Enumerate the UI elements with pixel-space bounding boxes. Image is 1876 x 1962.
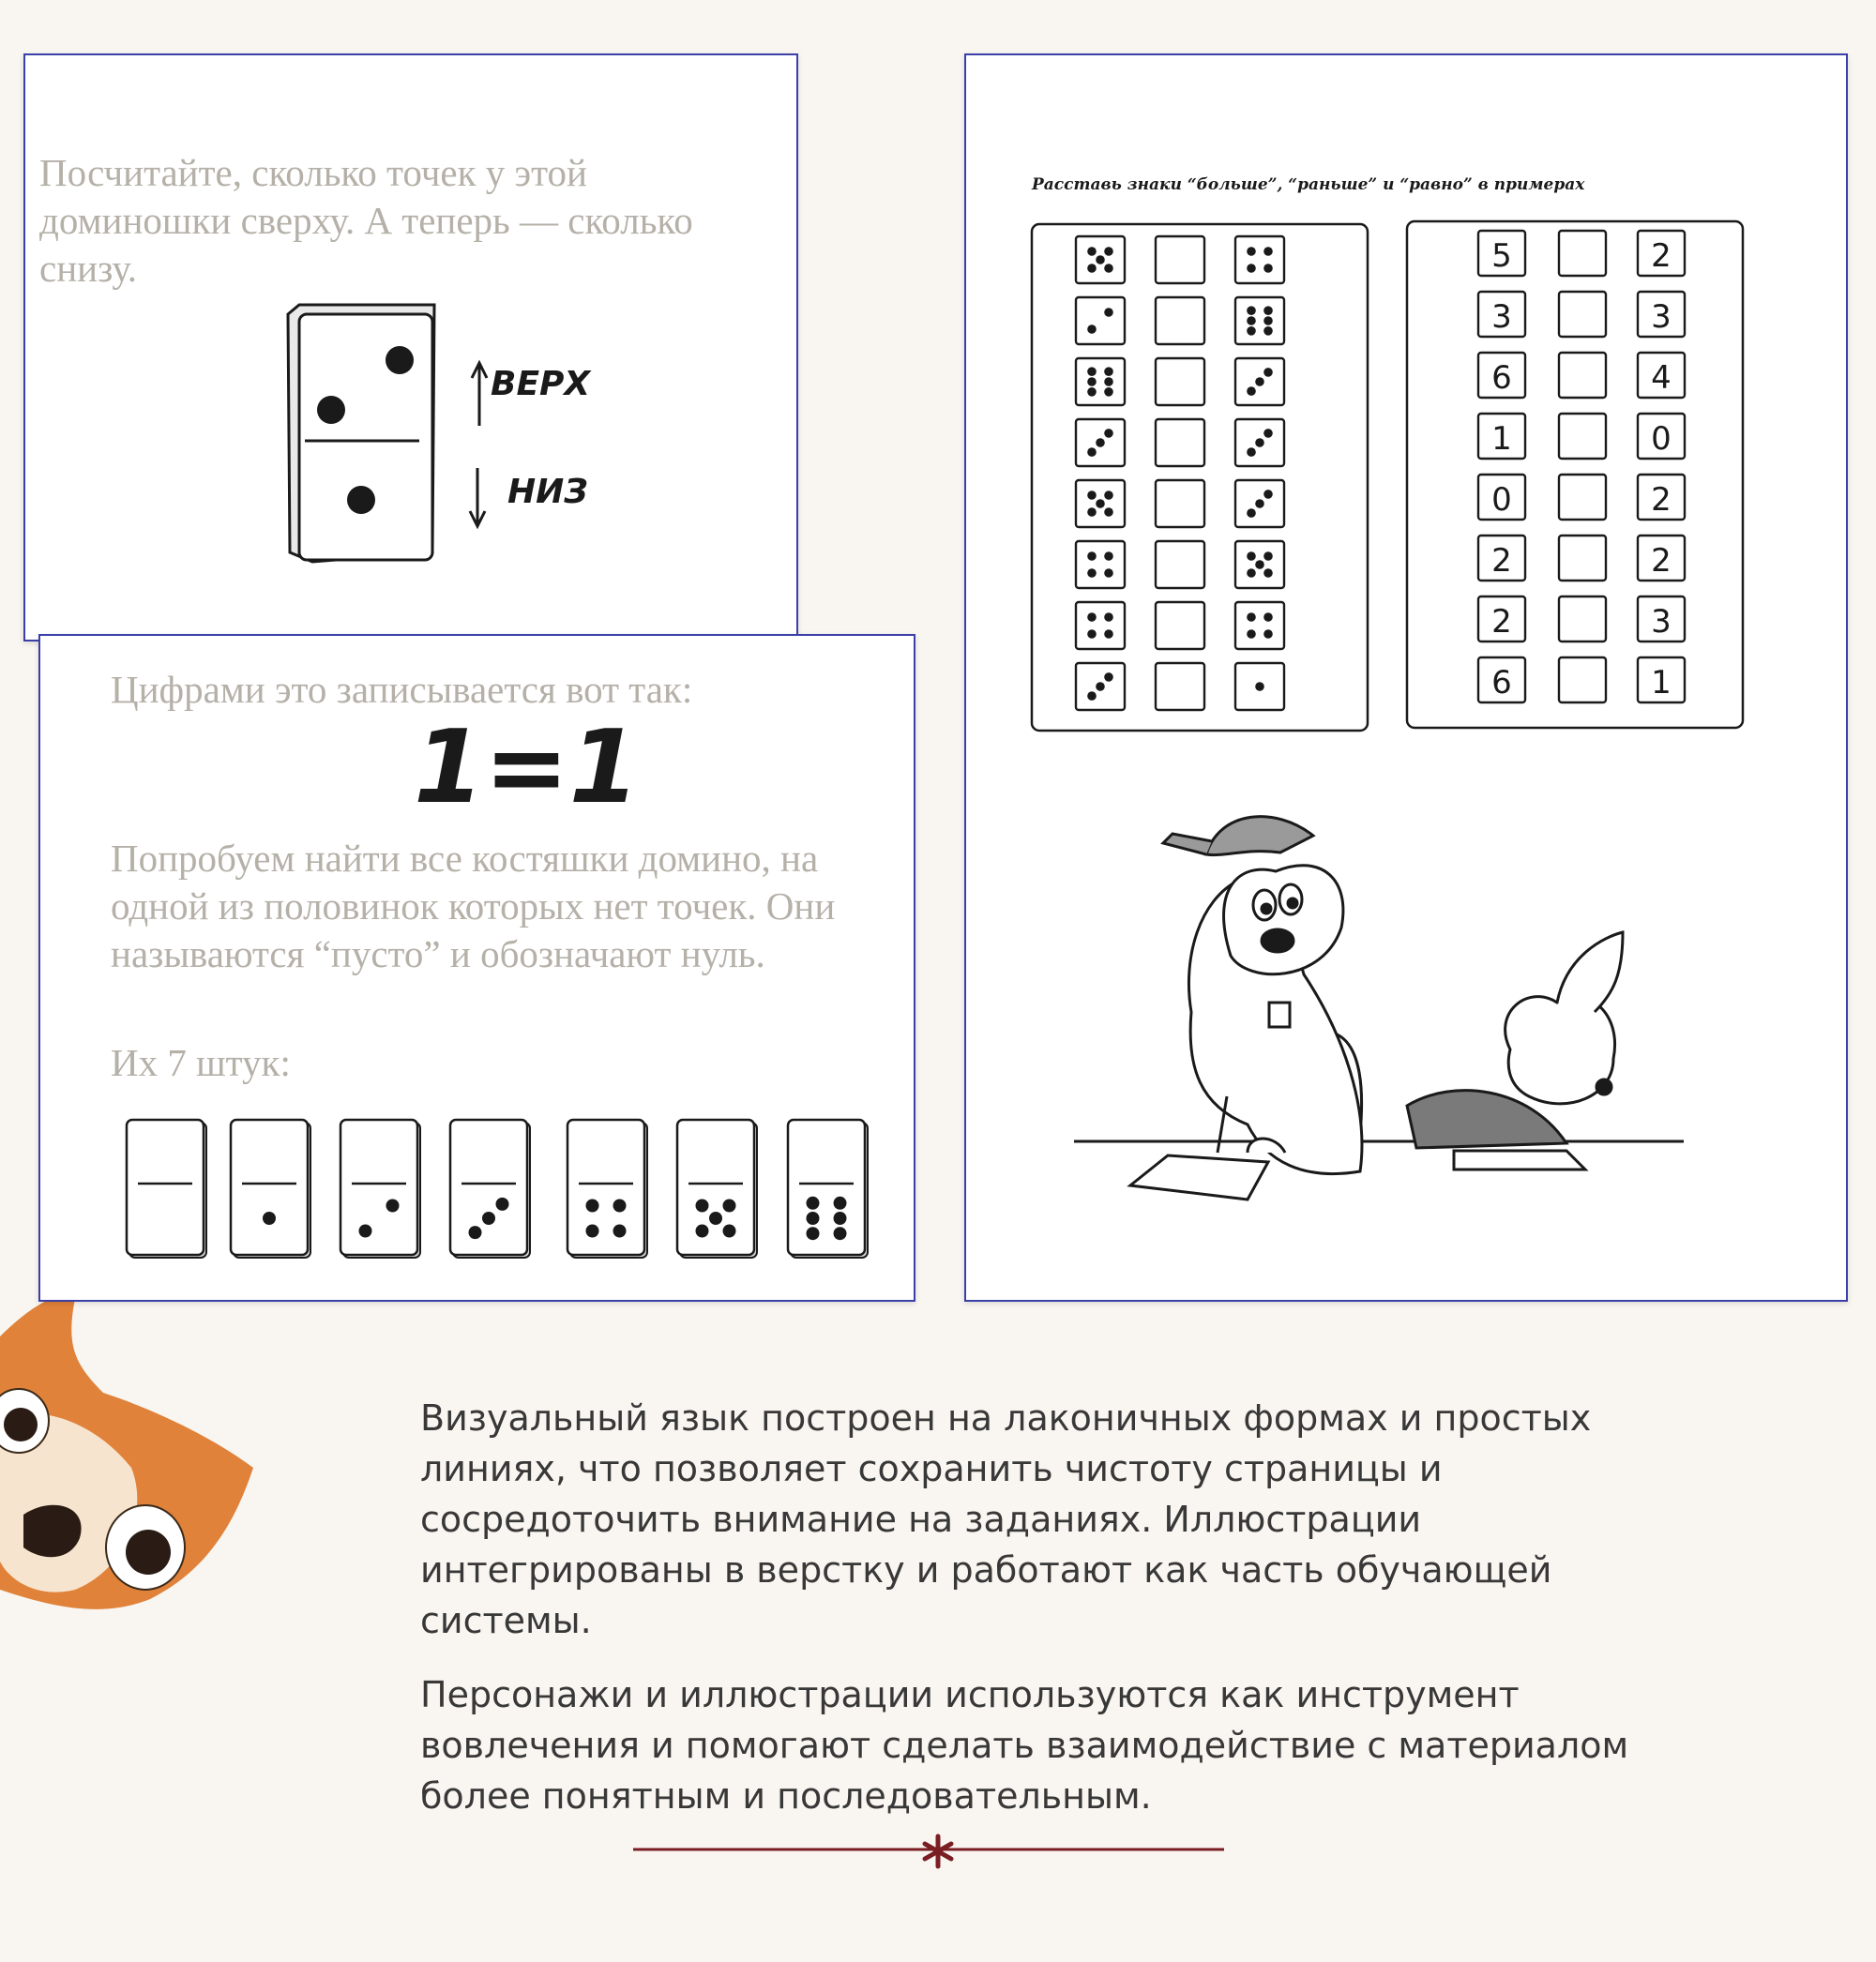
arrow-down-icon xyxy=(470,468,485,526)
domino-pip xyxy=(347,486,375,514)
domino-pip xyxy=(386,346,414,374)
number-box xyxy=(1478,475,1525,520)
domino-pip xyxy=(586,1200,599,1213)
domino-pip xyxy=(723,1200,736,1213)
dice-box xyxy=(1235,602,1284,649)
number-value: 2 xyxy=(1651,542,1672,580)
dice-box xyxy=(1235,480,1284,527)
empty-domino-1 xyxy=(231,1120,310,1258)
number-value: 5 xyxy=(1491,237,1512,275)
domino-pip xyxy=(807,1212,820,1225)
beaver-nose xyxy=(1262,929,1294,952)
number-value: 4 xyxy=(1651,359,1672,397)
domino-pip xyxy=(386,1200,400,1213)
empty-domino-0 xyxy=(127,1120,206,1258)
number-value: 1 xyxy=(1491,420,1512,458)
number-box xyxy=(1478,231,1525,276)
number-box xyxy=(1638,231,1685,276)
empty-domino-card xyxy=(38,634,915,1302)
empty-domino-6 xyxy=(788,1120,868,1258)
number-box xyxy=(1478,536,1525,581)
answer-box[interactable] xyxy=(1156,236,1204,283)
arrow-up-icon xyxy=(472,363,487,426)
ornament-divider xyxy=(628,1829,1229,1876)
dice-box xyxy=(1235,541,1284,588)
number-value: 0 xyxy=(1491,481,1512,519)
beaver-teeth xyxy=(1269,1003,1290,1027)
beaver-pupil xyxy=(1288,898,1297,908)
answer-box[interactable] xyxy=(1559,596,1606,641)
number-box xyxy=(1638,475,1685,520)
dice-box xyxy=(1235,419,1284,466)
answer-box[interactable] xyxy=(1559,414,1606,459)
number-box xyxy=(1478,596,1525,641)
number-value: 1 xyxy=(1651,664,1672,702)
beaver-cap-visor xyxy=(1163,834,1212,854)
answer-box[interactable] xyxy=(1156,480,1204,527)
worksheet-card xyxy=(964,53,1848,1302)
domino-pip xyxy=(834,1197,847,1210)
domino-pip xyxy=(696,1200,709,1213)
dice-box xyxy=(1076,358,1125,405)
dice-box xyxy=(1076,480,1125,527)
card2-intro: Цифрами это записывается вот так: xyxy=(111,668,693,711)
paper-sheet-2 xyxy=(1454,1151,1585,1170)
dice-box xyxy=(1235,663,1284,710)
answer-box[interactable] xyxy=(1156,358,1204,405)
number-box xyxy=(1638,657,1685,702)
dice-box xyxy=(1235,297,1284,344)
domino-illustration xyxy=(25,55,800,643)
number-value: 2 xyxy=(1651,481,1672,519)
characters-illustration xyxy=(1074,817,1684,1200)
dice-box xyxy=(1235,236,1284,283)
domino-pip xyxy=(696,1225,709,1238)
domino-pip xyxy=(723,1225,736,1238)
answer-box[interactable] xyxy=(1559,231,1606,276)
worksheet-instruction: Расставь знаки “больше”, “раньше” и “равно” в примерах xyxy=(1032,175,1585,194)
mouse-ear xyxy=(1557,932,1623,1012)
empty-domino-5 xyxy=(677,1120,757,1258)
number-box xyxy=(1478,292,1525,337)
dice-box xyxy=(1076,419,1125,466)
domino-top-bottom-card xyxy=(23,53,798,641)
number-box xyxy=(1478,414,1525,459)
number-value: 6 xyxy=(1491,359,1512,397)
answer-box[interactable] xyxy=(1559,292,1606,337)
domino-pip xyxy=(263,1212,276,1225)
answer-box[interactable] xyxy=(1559,475,1606,520)
number-box xyxy=(1638,353,1685,398)
asterisk-icon xyxy=(925,1836,951,1866)
number-value: 2 xyxy=(1491,542,1512,580)
domino-pip xyxy=(482,1212,495,1225)
number-box xyxy=(1638,292,1685,337)
empty-domino-4 xyxy=(567,1120,647,1258)
domino-pip xyxy=(469,1226,482,1239)
number-value: 0 xyxy=(1651,420,1672,458)
label-bottom: НИЗ xyxy=(507,473,588,511)
dice-box xyxy=(1076,236,1125,283)
dice-box xyxy=(1235,358,1284,405)
answer-box[interactable] xyxy=(1156,541,1204,588)
answer-box[interactable] xyxy=(1156,297,1204,344)
domino-pip xyxy=(807,1227,820,1240)
body-paragraph-1: Визуальный язык построен на лаконичных формах и простых линиях, что позволяет сохранить чистоту страницы и сосредоточить внимание на заданиях. Иллюстрации интегрированы в верстку и работают как часть обучающей системы. xyxy=(420,1397,1592,1641)
dice-box xyxy=(1076,541,1125,588)
domino-pip xyxy=(613,1200,627,1213)
answer-box[interactable] xyxy=(1559,657,1606,702)
domino-row xyxy=(40,636,917,1304)
card2-count: Их 7 штук: xyxy=(111,1041,291,1084)
answer-box[interactable] xyxy=(1156,419,1204,466)
answer-box[interactable] xyxy=(1156,663,1204,710)
number-value: 6 xyxy=(1491,664,1512,702)
number-box xyxy=(1478,353,1525,398)
domino-pip xyxy=(613,1225,627,1238)
number-box xyxy=(1478,657,1525,702)
body-paragraph-2: Персонажи и иллюстрации используются как инструмент вовлечения и помогают сделать взаимодействие с материалом более понятным и последовательным. xyxy=(420,1674,1629,1817)
number-value: 2 xyxy=(1651,237,1672,275)
number-value: 3 xyxy=(1651,298,1672,336)
empty-domino-2 xyxy=(340,1120,420,1258)
dice-box xyxy=(1076,602,1125,649)
card1-text: Посчитайте, сколько точек у этой доминошки сверху. А теперь — сколько снизу. xyxy=(39,151,693,290)
number-box xyxy=(1638,536,1685,581)
domino-pip xyxy=(834,1227,847,1240)
domino-pip xyxy=(359,1225,372,1238)
domino-pip xyxy=(709,1212,722,1225)
number-box xyxy=(1638,596,1685,641)
domino-pip xyxy=(807,1197,820,1210)
equation: 1=1 xyxy=(414,709,640,823)
answer-box[interactable] xyxy=(1559,353,1606,398)
dice-box xyxy=(1076,663,1125,710)
answer-box[interactable] xyxy=(1559,536,1606,581)
fox-pupil xyxy=(4,1408,38,1441)
answer-box[interactable] xyxy=(1156,602,1204,649)
fox-mascot-illustration xyxy=(0,1280,272,1674)
label-top: ВЕРХ xyxy=(491,365,591,403)
beaver-pupil xyxy=(1262,904,1271,913)
domino-face xyxy=(299,314,432,560)
beaver-head xyxy=(1224,866,1343,974)
number-value: 3 xyxy=(1651,603,1672,641)
dice-box xyxy=(1076,297,1125,344)
worksheet xyxy=(966,55,1850,1304)
number-value: 3 xyxy=(1491,298,1512,336)
domino-pip xyxy=(586,1225,599,1238)
number-box xyxy=(1638,414,1685,459)
domino-pip xyxy=(834,1212,847,1225)
domino-pip xyxy=(317,396,345,424)
card2-paragraph: Попробуем найти все костяшки домино, на одной из половинок которых нет точек. Они называются “пусто” и обозначают нуль. xyxy=(111,837,836,975)
beaver-cap xyxy=(1206,817,1313,855)
number-value: 2 xyxy=(1491,603,1512,641)
empty-domino-3 xyxy=(450,1120,530,1258)
paper-sheet xyxy=(1130,1155,1268,1200)
domino-pip xyxy=(496,1198,509,1211)
fox-pupil xyxy=(126,1530,171,1575)
mouse-nose xyxy=(1596,1079,1611,1094)
